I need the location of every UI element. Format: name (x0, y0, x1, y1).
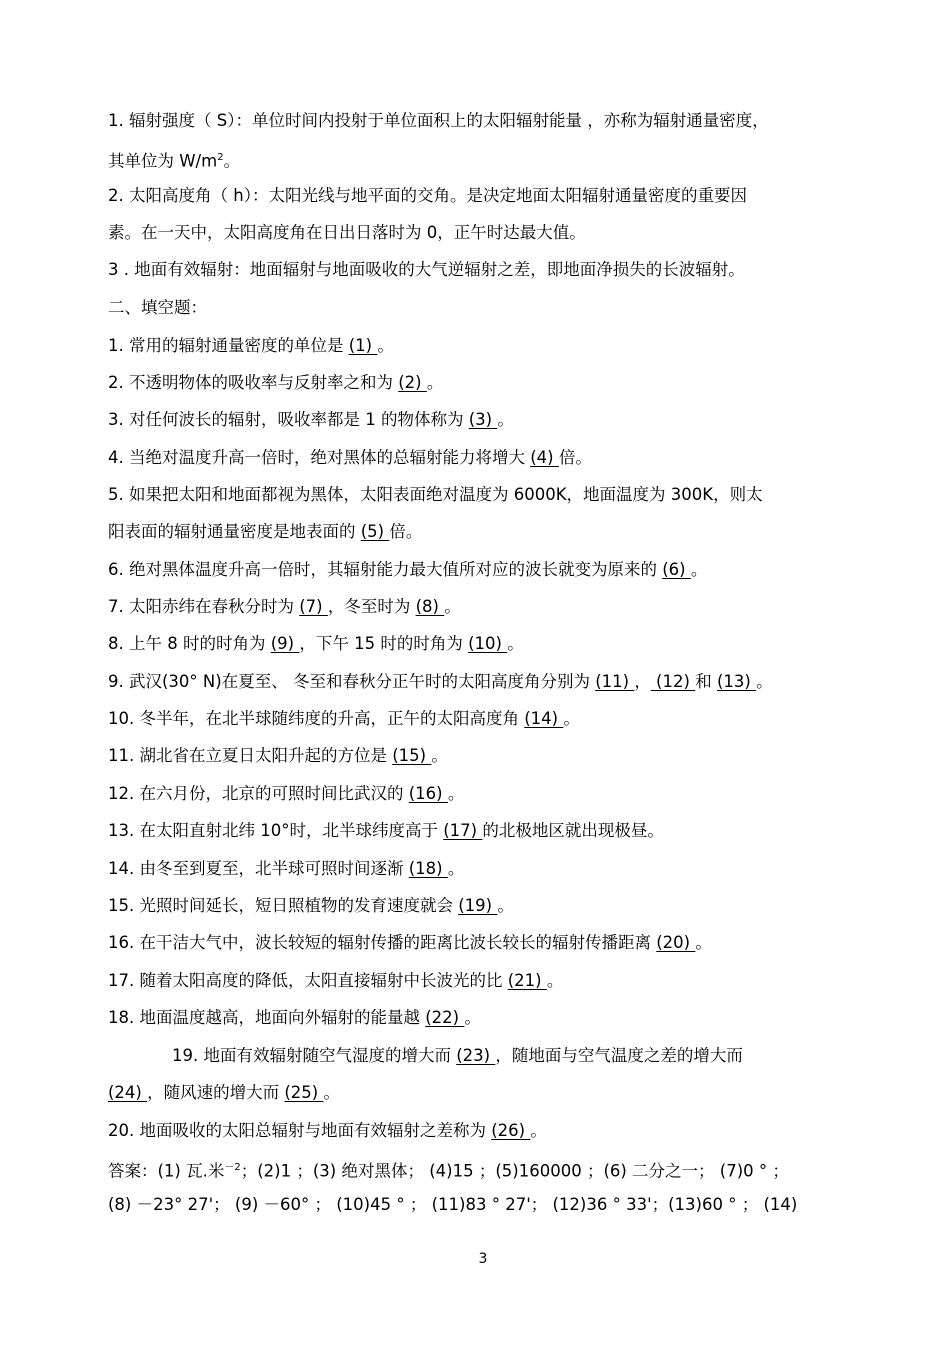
blank-14: (14) (524, 709, 564, 728)
blank-23: (23) (456, 1046, 496, 1065)
blank-15: (15) (392, 746, 432, 765)
question-15: 15. 光照时间延长，短日照植物的发育速度就会 (19) 。 (108, 896, 514, 915)
question-9: 9. 武汉(30° N)在夏至、 冬至和春秋分正午时的太阳高度角分别为 (11) ， (12) 和 (13) 。 (108, 672, 773, 691)
question-8: 8. 上午 8 时的时角为 (9) ，下午 15 时的时角为 (10) 。 (108, 634, 524, 653)
definition-3: 3 . 地面有效辐射：地面辐射与地面吸收的大气逆辐射之差，即地面净损失的长波辐射。 (108, 260, 745, 279)
blank-3: (3) (468, 410, 498, 429)
blank-24: (24) (108, 1083, 148, 1102)
blank-4: (4) (530, 448, 559, 467)
blank-2: (2) (398, 373, 427, 392)
question-2: 2. 不透明物体的吸收率与反射率之和为 (2) 。 (108, 373, 444, 392)
definition-1-line-1: 1. 辐射强度（ S）：单位时间内投射于单位面积上的太阳辐射能量 ，亦称为辐射通量密度， (108, 111, 769, 130)
question-20: 20. 地面吸收的太阳总辐射与地面有效辐射之差称为 (26) 。 (108, 1121, 547, 1140)
question-6: 6. 绝对黑体温度升高一倍时，其辐射能力最大值所对应的波长就变为原来的 (6) 。 (108, 560, 708, 579)
blank-13: (13) (716, 672, 757, 691)
blank-26: (26) (491, 1121, 531, 1140)
section-title: 二、填空题： (108, 298, 207, 317)
question-5-line-1: 5. 如果把太阳和地面都视为黑体，太阳表面绝对温度为 6000K，地面温度为 300K，则太 (108, 485, 763, 504)
blank-20: (20) (656, 933, 696, 952)
answers-line-2: (8) －23° 27'； (9) －60° ； (10)45 ° ； (11)83 ° 27'； (12)36 ° 33'；(13)60 ° ； (14) (108, 1195, 798, 1214)
blank-21: (21) (507, 971, 547, 990)
blank-19: (19) (458, 896, 498, 915)
question-1: 1. 常用的辐射通量密度的单位是 (1) 。 (108, 336, 394, 355)
question-12: 12. 在六月份，北京的可照时间比武汉的 (16) 。 (108, 784, 465, 803)
definition-2-line-1: 2. 太阳高度角（ h）：太阳光线与地平面的交角。是决定地面太阳辐射通量密度的重要因 (108, 186, 747, 205)
blank-1: (1) (348, 336, 378, 355)
blank-6: (6) (662, 560, 691, 579)
blank-8: (8) (415, 597, 445, 616)
question-18: 18. 地面温度越高，地面向外辐射的能量越 (22) 。 (108, 1008, 481, 1027)
blank-17: (17) (443, 821, 483, 840)
definition-2-line-2: 素。在一天中，太阳高度角在日出日落时为 0，正午时达最大值。 (108, 223, 586, 242)
question-3: 3. 对任何波长的辐射，吸收率都是 1 的物体称为 (3) 。 (108, 410, 514, 429)
question-4: 4. 当绝对温度升高一倍时，绝对黑体的总辐射能力将增大 (4) 倍。 (108, 448, 592, 467)
blank-5: (5) (360, 522, 390, 541)
blank-22: (22) (425, 1008, 465, 1027)
blank-18: (18) (408, 859, 448, 878)
question-11: 11. 湖北省在立夏日太阳升起的方位是 (15) 。 (108, 746, 448, 765)
page-number: 3 (478, 1251, 488, 1267)
question-17: 17. 随着太阳高度的降低，太阳直接辐射中长波光的比 (21) 。 (108, 971, 564, 990)
question-19-line-1: 19. 地面有效辐射随空气湿度的增大而 (23) ，随地面与空气温度之差的增大而 (172, 1046, 743, 1065)
question-7: 7. 太阳赤纬在春秋分时为 (7) ，冬至时为 (8) 。 (108, 597, 461, 616)
question-16: 16. 在干洁大气中，波长较短的辐射传播的距离比波长较长的辐射传播距离 (20) 。 (108, 933, 712, 952)
question-5-line-2: 阳表面的辐射通量密度是地表面的 (5) 倍。 (108, 522, 423, 541)
blank-7: (7) (299, 597, 328, 616)
question-19-line-2: (24) ，随风速的增大而 (25) 。 (108, 1083, 340, 1102)
answers-line-1: 答案：(1) 瓦.米$^{-2}$；(2)1 ；(3) 绝对黑体； (4)15 ；(5)160000 ；(6) 二分之一； (7)0 ° ； (108, 1161, 789, 1181)
definition-1-line-2: 其单位为 $W/m^2$。 (108, 151, 241, 171)
question-14: 14. 由冬至到夏至，北半球可照时间逐渐 (18) 。 (108, 859, 465, 878)
blank-10: (10) (468, 634, 508, 653)
blank-11: (11) (595, 672, 635, 691)
blank-9: (9) (270, 634, 300, 653)
blank-16: (16) (408, 784, 448, 803)
question-10: 10. 冬半年，在北半球随纬度的升高，正午的太阳高度角 (14) 。 (108, 709, 580, 728)
blank-12: (12) (650, 672, 696, 691)
blank-25: (25) (284, 1083, 324, 1102)
question-13: 13. 在太阳直射北纬 10°时，北半球纬度高于 (17) 的北极地区就出现极昼。 (108, 821, 664, 840)
